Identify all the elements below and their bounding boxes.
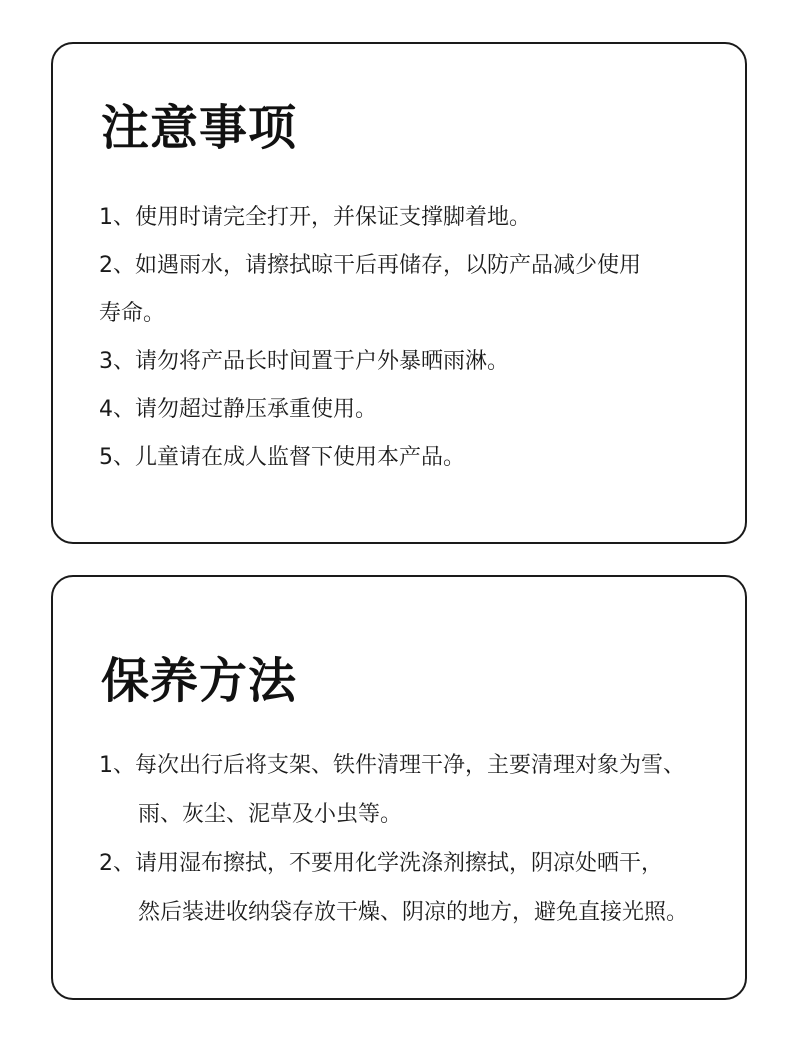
notes-item-4: 4、请勿超过静压承重使用。: [99, 397, 377, 422]
notes-title: 注意事项: [101, 100, 298, 156]
care-title: 保养方法: [101, 653, 298, 709]
care-item-1-line-1: 1、每次出行后将支架、铁件清理干净，主要清理对象为雪、: [99, 753, 685, 778]
care-list: [99, 741, 725, 937]
care-item-1-line-2: 雨、灰尘、泥草及小虫等。: [138, 802, 403, 827]
notes-item-2: 2、如遇雨水，请擦拭晾干后再储存，以防产品减少使用: [99, 253, 641, 278]
notes-list: [99, 194, 725, 482]
notes-card: [51, 42, 747, 544]
care-item-2: [99, 839, 725, 937]
notes-item-1: 1、使用时请完全打开，并保证支撑脚着地。: [99, 205, 531, 230]
notes-item-3: 3、请勿将产品长时间置于户外暴晒雨淋。: [99, 349, 509, 374]
care-item-2-line-2: 然后装进收纳袋存放干燥、阴凉的地方，避免直接光照。: [138, 900, 689, 925]
notes-item-2-continued: 寿命。: [99, 301, 166, 326]
care-item-2-line-1: 2、请用湿布擦拭，不要用化学洗涤剂擦拭，阴凉处晒干，: [99, 851, 663, 876]
care-card: [51, 575, 747, 1000]
notes-item-5: 5、儿童请在成人监督下使用本产品。: [99, 445, 465, 470]
care-item-1: [99, 741, 725, 839]
